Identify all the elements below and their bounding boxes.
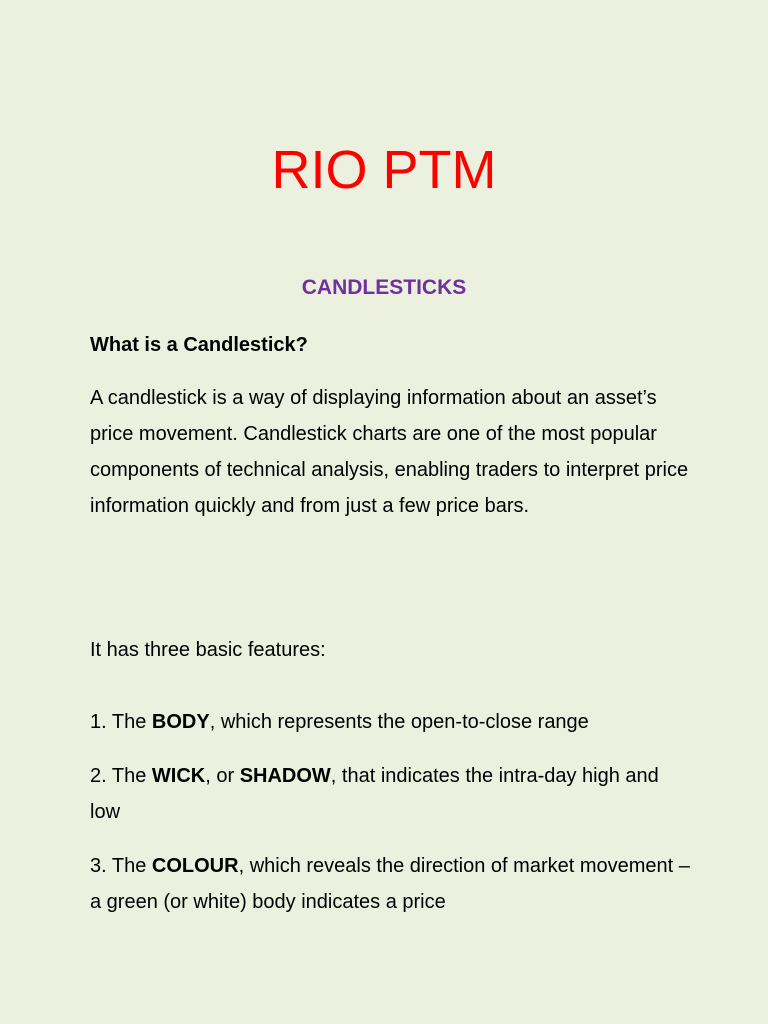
feature-term: COLOUR	[151, 855, 239, 877]
feature-item-wick	[90, 758, 690, 830]
features-intro: It has three basic features:	[90, 639, 326, 661]
feature-term: WICK	[151, 765, 206, 787]
feature-prefix: 1. The	[90, 711, 152, 733]
feature-item-body	[90, 704, 690, 740]
document-title: RIO PTM	[271, 140, 497, 200]
feature-description: , which reveals the direction of market movement – a green (or white) body indicates a price	[90, 855, 690, 913]
feature-description: , which represents the open-to-close range	[209, 711, 589, 733]
feature-term: BODY	[151, 711, 210, 733]
feature-prefix: 2. The	[90, 765, 152, 787]
feature-term-alt: SHADOW	[239, 765, 331, 787]
question-heading: What is a Candlestick?	[90, 334, 308, 356]
feature-item-colour	[90, 848, 690, 920]
intro-paragraph: A candlestick is a way of displaying information about an asset’s price movement. Candlestick charts are one of the most popular components of technical analysis, enabling traders to interpret price information quickly and from just a few price bars.	[90, 387, 689, 517]
section-heading: CANDLESTICKS	[301, 276, 467, 299]
feature-connector: , or	[205, 765, 240, 787]
feature-description: , that indicates the intra-day high and low	[90, 765, 659, 823]
feature-prefix: 3. The	[90, 855, 152, 877]
